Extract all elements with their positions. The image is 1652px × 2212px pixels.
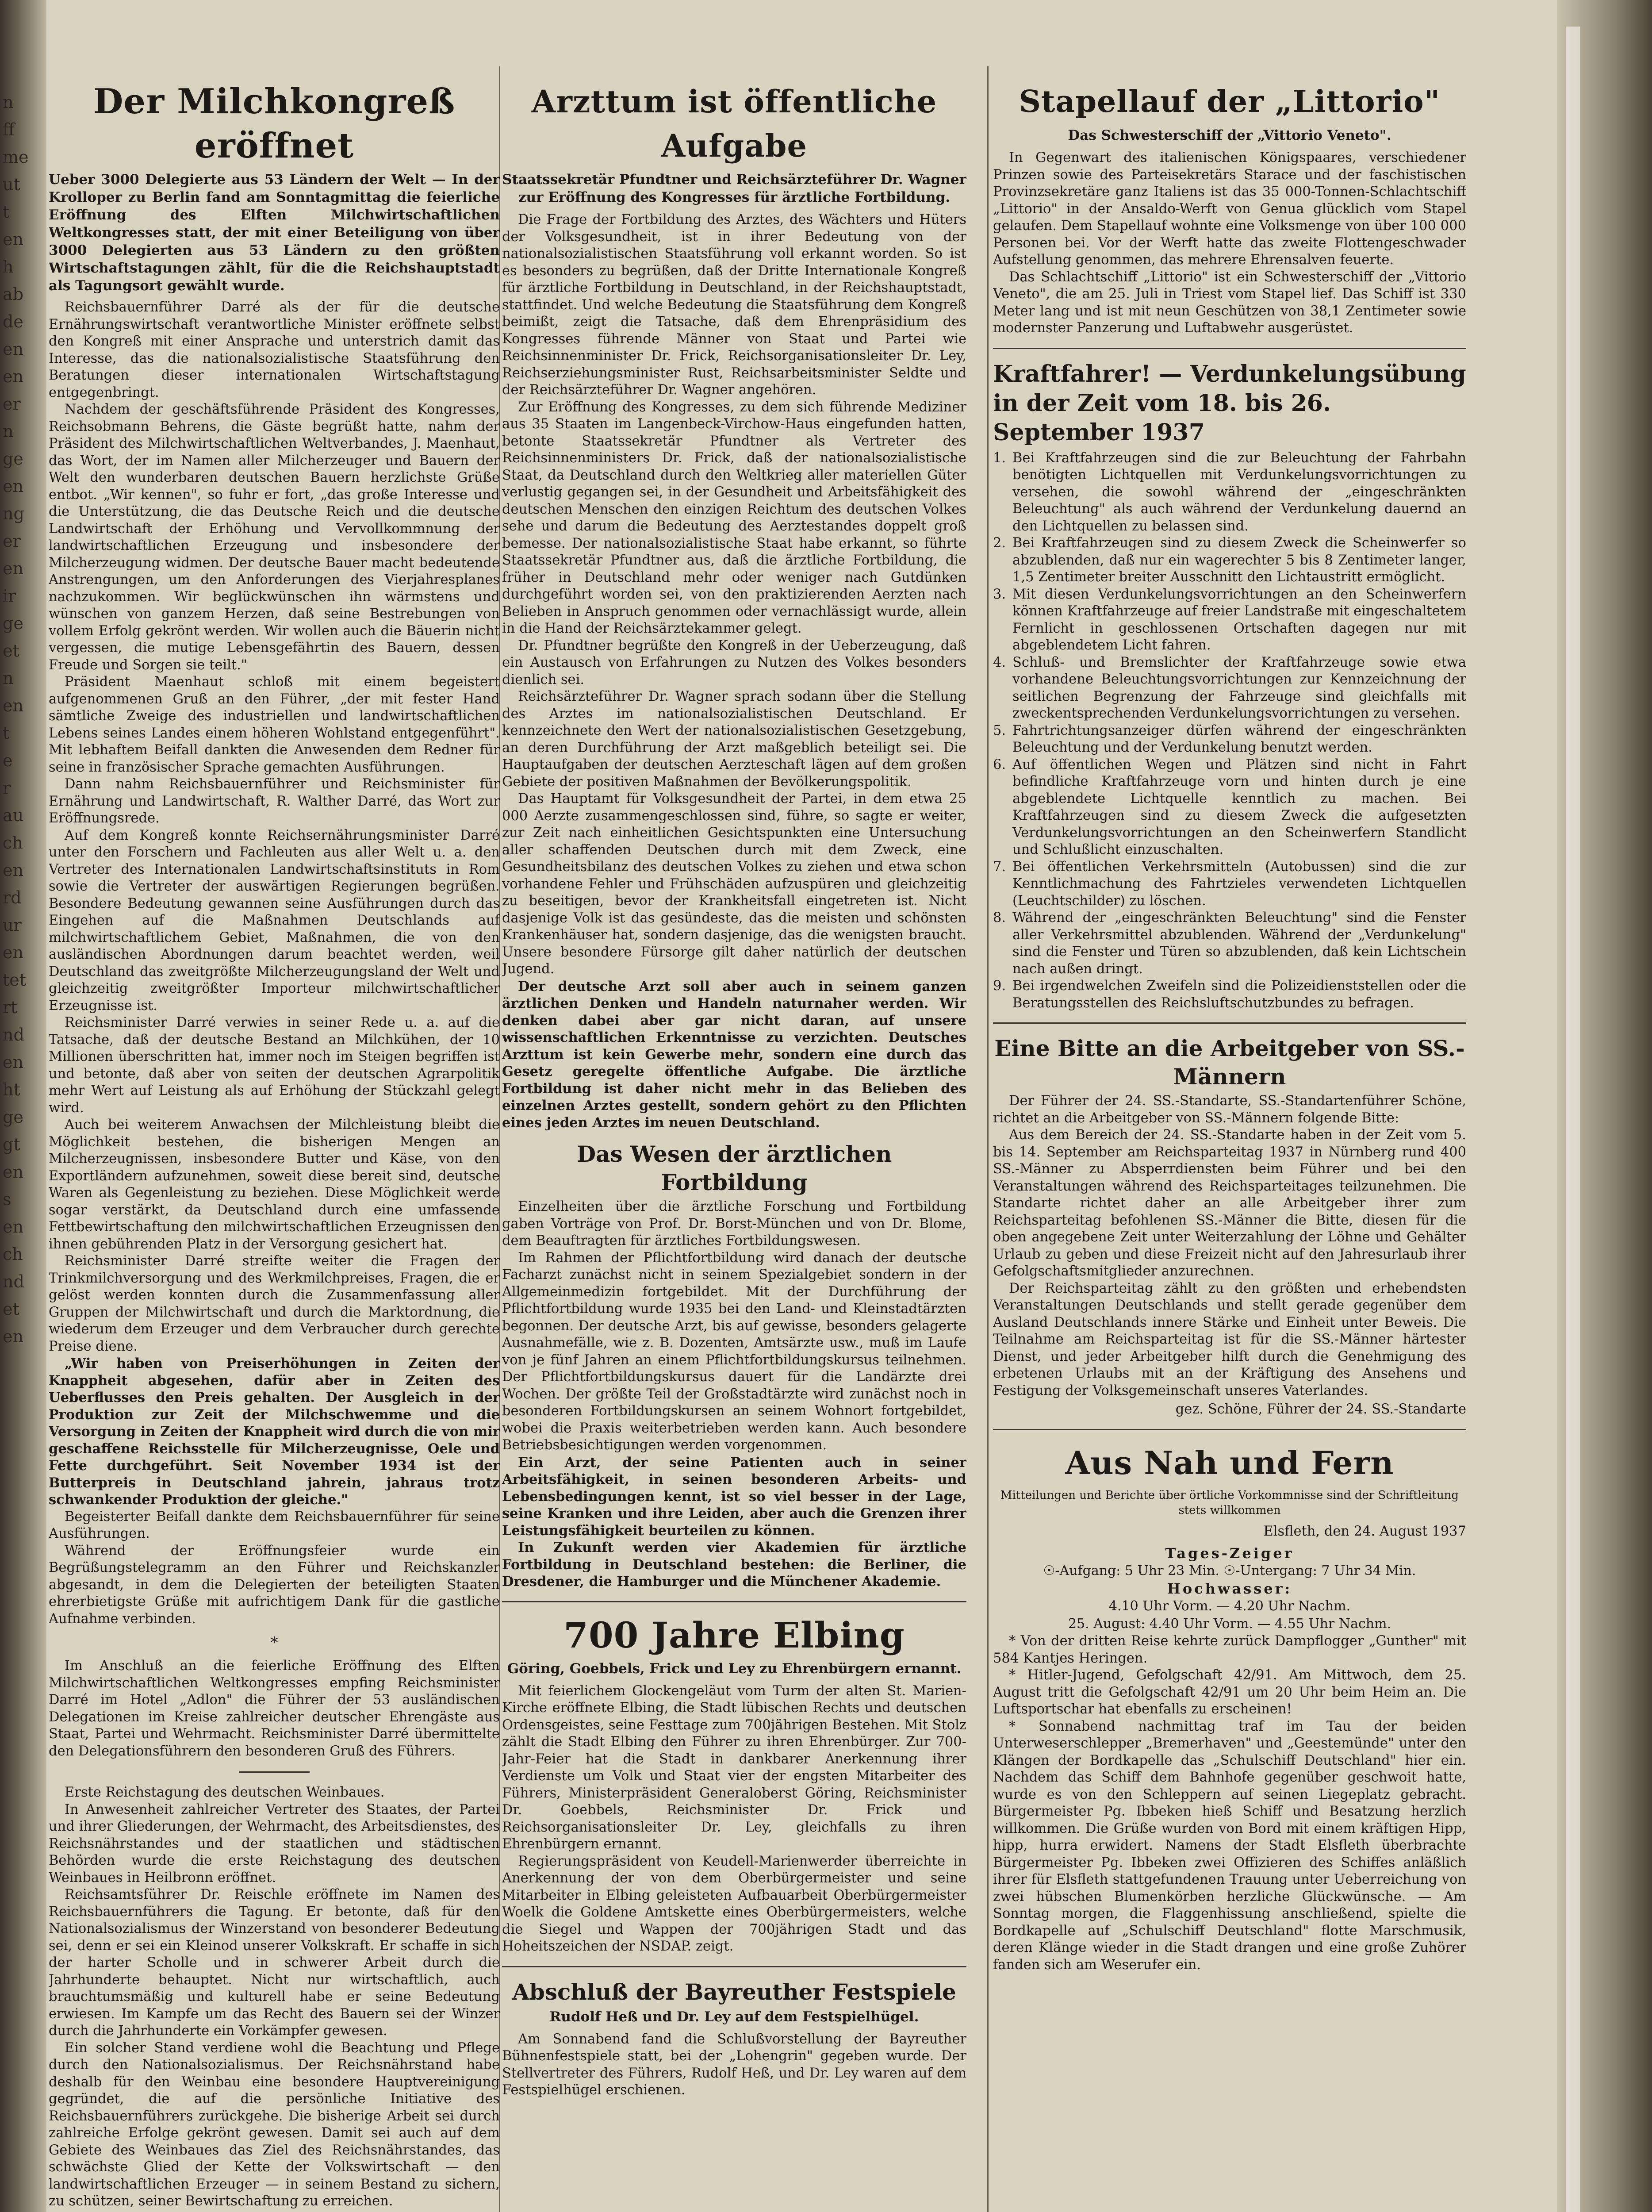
- page-edge-strip: [1566, 27, 1580, 2212]
- article-paragraph: * Sonnabend nachmittag traf im Tau der beiden Unterweserschlepper „Bremerhaven" und „Geestemünde" unter den Klängen der Bordkapelle das „Schulschiff Deutschland" hier ein. Nachdem das Schiff dem Bahnhofe gegenüber geschwoit hatte, wurde es von den Schleppern auf seinen Liegeplatz gebracht. Bürgermeister Pg. Ibbeken hieß Schiff und Besatzung herzlich willkommen. Die Grüße wurden von Bord mit einem kräftigen Hipp, hipp, hurra erwidert. Namens der Stadt Elsfleth überbrachte Bürgermeister Pg. Ibbeken zwei Offizieren des Schiffes anläßlich ihrer für Elsfleth stattgefundenen Trauung unter Ueberreichung von zwei hübschen Blumenkörben herzliche Glückwünsche. — Am Sonntag morgen, die Flaggenhissung anschließend, spielte die Bordkapelle auf „Schulschiff Deutschland" flotte Marschmusik, deren Klänge wieder in die Stadt drangen und eine große Zuhörer fanden sich am Weserufer ein.: [993, 1718, 1466, 1973]
- edge-fragment: er: [3, 531, 21, 551]
- article-paragraph: Dr. Pfundtner begrüßte den Kongreß in der Ueberzeugung, daß ein Austausch von Erfahrungen zu Nutzen des Volkes besonders dienlich sei.: [502, 637, 966, 687]
- article-paragraph: Reichsminister Darré streifte weiter die Fragen der Trinkmilchversorgung und des Werkmilchpreises, Fragen, die er gelöst werden konnten durch die Zusammenfassung aller Gruppen der Milchwirtschaft und durch die Marktordnung, die wiederum dem Erzeuger und dem Verbraucher durch gerechte Preise diene.: [49, 1253, 500, 1354]
- notice-item-text: Schluß- und Bremslichter der Kraftfahrzeuge sowie etwa vorhandene Beleuchtungsvorrichtungen zur Kennzeichnung der seitlichen Begrenzung der Fahrzeuge sind gleichfalls mit zweckentsprechenden Verdunkelungsvorrichtungen zu versehen.: [1012, 654, 1466, 721]
- edge-fragment: gt: [3, 1135, 20, 1154]
- notice-item-number: 4.: [993, 654, 1006, 670]
- edge-fragment: en: [3, 1327, 23, 1346]
- article-paragraph: Regierungspräsident von Keudell-Marienwerder überreichte in Anerkennung der von dem Oberbürgermeister und seine Mitarbeiter in Elbing geleisteten Aufbauarbeit Oberbürgermeister Woelk die Goldene Amtskette eines Oberbürgermeisters, welche die Siegel und Wappen der 700jährigen Stadt und das Hoheitszeichen der NSDAP. zeigt.: [502, 1853, 966, 1954]
- edge-fragment: en: [3, 367, 23, 386]
- edge-fragment: me: [3, 147, 29, 167]
- article-headline: Arzttum ist öffentliche Aufgabe: [531, 83, 937, 164]
- article-paragraph: Nachdem der geschäftsführende Präsident des Kongresses, Reichsobmann Behrens, die Gäste begrüßt hatte, nahm der Präsident des Milchwirtschaftlichen Weltverbandes, J. Maenhaut, das Wort, der im Namen aller Milcherzeuger und Bauern der Welt den wunderbaren deutschen Bauern herzlichste Grüße entbot. „Wir kennen", so fuhr er fort, „das große Interesse und die Unterstützung, die das Deutsche Reich und die deutsche Landwirtschaft der Erhöhung und Vervollkommnung der landwirtschaftlichen Erzeugung und insbesondere der Milcherzeugung widmen. Der deutsche Bauer macht bedeutende Anstrengungen, um den Anforderungen des Vierjahresplanes nachzukommen. Wir beglückwünschen ihn wärmstens und wünschen von ganzem Herzen, daß seine Bestrebungen von vollem Erfolg gekrönt werden. Wir wollen auch die Bäuerin nicht vergessen, die mutige Lebensgefährtin des Bauern, dessen Freude und Sorgen sie teilt.": [49, 402, 500, 673]
- edge-fragment: t: [3, 723, 10, 743]
- notice-item: [993, 910, 1466, 978]
- article-paragraph: In Gegenwart des italienischen Königspaares, verschiedener Prinzen sowie des Parteisekretärs Starace und der faschistischen Provinzsekretäre ganz Italiens ist das 35 000-Tonnen-Schlachtschiff „Littorio" in der Ansaldo-Werft von Genua glücklich vom Stapel gelaufen. Dem Stapellauf wohnte eine Volksmenge von über 100 000 Personen bei. Vor der Werft hatte das zweite Flottengeschwader Aufstellung genommen, das mehrere Ehrensalven feuerte.: [993, 150, 1466, 268]
- article-subheadline: Das Schwesterschiff der „Vittorio Veneto".: [1068, 127, 1391, 143]
- notice-item-number: 6.: [993, 757, 1006, 772]
- article-paragraph: Während der Eröffnungsfeier wurde ein Begrüßungstelegramm an den Führer und Reichskanzler abgesandt, in dem die Delegierten der beteiligten Staaten ehrerbietigste Grüße mit aufrichtigem Dank für die gastliche Aufnahme verbinden.: [49, 1543, 500, 1627]
- edge-fragment: h: [3, 257, 14, 276]
- article-paragraph: Im Rahmen der Pflichtfortbildung wird danach der deutsche Facharzt zunächst nicht in seinem Spezialgebiet sondern in der Allgemeinmedizin fortgebildet. Mit der Durchführung der Pflichtfortbildung wurde 1935 bei den Land- und Kleinstadtärzten begonnen. Der deutsche Arzt, bis auf gewisse, besonders gelagerte Ausnahmefälle, wie z. B. Dozenten, Amtsärzte usw., muß im Laufe von je fünf Jahren an einem Pflichtfortbildungskursus teilnehmen. Der Pflichtfortbildungskursus dauert für die Landärzte drei Wochen. Der größte Teil der Großstadtärzte wird zunächst noch in besonderen Fortbildungskursen an seinem Wohnort fortgebildet, wobei die Praxis weiterbetrieben werden kann. Auch besondere Betriebsbesichtigungen werden vorgenommen.: [502, 1250, 966, 1453]
- edge-fragment: en: [3, 476, 23, 496]
- edge-fragment: nd: [3, 1025, 24, 1045]
- edge-fragment: n: [3, 92, 14, 112]
- local-news-subline: Mitteilungen und Berichte über örtliche Vorkommnisse sind der Schriftleitung stets willkommen: [1000, 1488, 1459, 1517]
- edge-fragment: ut: [3, 175, 20, 194]
- article-paragraph: Das Hauptamt für Volksgesundheit der Partei, in dem etwa 25 000 Aerzte zusammengeschlossen sind, führe, so sagte er weiter, zur Zeit nach einheitlichen Gesichtspunkten eine Untersuchung aller schaffenden Deutschen durch mit dem Zweck, eine Gesundheitsbilanz des deutschen Volkes zu ziehen und etwa schon vorhandene Fehler und Frühschäden aufzuspüren und gleichzeitig zu beseitigen, bevor der Krankheitsfall eingetreten ist. Nicht dasjenige Volk ist das gesündeste, das die meisten und schönsten Krankenhäuser hat, sondern dasjenige, das die wenigsten braucht. Unsere besondere Fürsorge gilt daher natürlich der deutschen Jugend.: [502, 791, 966, 977]
- tageszeiger-title: Tages-Zeiger: [1165, 1545, 1294, 1562]
- article-paragraph: In Anwesenheit zahlreicher Vertreter des Staates, der Partei und ihrer Gliederungen, der Wehrmacht, des Arbeitsdienstes, des Reichsnährstandes und der staatlichen und städtischen Behörden wurde die erste Reichstagung des deutschen Weinbaues in Heilbronn eröffnet.: [49, 1801, 500, 1886]
- edge-fragment: en: [3, 1052, 23, 1072]
- article-paragraph: * Von der dritten Reise kehrte zurück Dampflogger „Gunther" mit 584 Kantjes Heringen.: [993, 1633, 1466, 1666]
- edge-fragment: en: [3, 339, 23, 359]
- article-paragraph: Zur Eröffnung des Kongresses, zu dem sich führende Mediziner aus 35 Staaten im Langenbeck-Virchow-Haus eingefunden hatten, betonte Staatssekretär Pfundtner als Vertreter des Reichsinnenministers Dr. Frick, daß der nationalsozialistische Staat, da Deutschland durch den Weltkrieg aller materiellen Güter verlustig gegangen sei, in der Gesundheit und Arbeitsfähigkeit des deutschen Menschen den einzigen Reichtum des deutschen Volkes sehe und darum die Bedeutung des Aerztestandes doppelt groß bemesse. Der nationalsozialistische Staat habe erkannt, so führte Staatssekretär Pfundtner aus, daß die ärztliche Fortbildung, die früher in Deutschland mehr oder weniger nach Gutdünken durchgeführt worden sei, von den praktizierenden Aerzten nach Belieben in Anspruch genommen oder vernachlässigt wurde, allein in die Hand der Reichsärztekammer gelegt.: [502, 399, 966, 636]
- article-paragraph: Die Frage der Fortbildung des Arztes, des Wächters und Hüters der Volksgesundheit, ist in ihrer Bedeutung von der nationalsozialistischen Staatsführung voll erkannt worden. So ist es besonders zu begrüßen, daß der Dritte Internationale Kongreß für ärztliche Fortbildung in Deutschland, in der Reichshauptstadt, stattfindet. Und welche Bedeutung die Staatsführung dem Kongreß beimißt, zeigt die Tatsache, daß dem Ehrenpräsidium des Kongresses führende Männer von Staat und Partei wie Reichsinnenminister Dr. Frick, Reichsorganisationsleiter Dr. Ley, Reichserziehungsminister Rust, Reichsarbeitsminister Seldte und der Reichsärzteführer Dr. Wagner angehören.: [502, 212, 966, 398]
- sub-article-heading: Erste Reichstagung des deutschen Weinbaues.: [65, 1785, 385, 1800]
- edge-fragment: tet: [3, 970, 27, 990]
- article-paragraph: Präsident Maenhaut schloß mit einem begeistert aufgenommenen Gruß an den Führer, „der mit fester Hand sämtliche Zweige des industriellen und landwirtschaftlichen Lebens seines Landes einem höheren Wohlstand entgegenführt". Mit lebhaftem Beifall dankten die Anwesenden dem Redner für seine in französischer Sprache gemachten Ausführungen.: [49, 674, 500, 775]
- article-paragraph: Einzelheiten über die ärztliche Forschung und Fortbildung gaben Vorträge von Prof. Dr. Borst-München und von Dr. Blome, dem Beauftragten für ärztliches Fortbildungswesen.: [502, 1199, 966, 1248]
- notice-item-text: Fahrtrichtungsanzeiger dürfen während der eingeschränkten Beleuchtung und der Verdunkelung benutzt werden.: [1012, 722, 1466, 755]
- edge-fragment: ff: [3, 120, 15, 139]
- previous-page-fragments: [3, 88, 42, 2212]
- notice-item: [993, 535, 1466, 586]
- edge-fragment: s: [3, 1190, 11, 1209]
- article-paragraph: Am Sonnabend fand die Schlußvorstellung der Bayreuther Bühnenfestspiele statt, bei der „Lohengrin" gegeben wurde. Der Stellvertreter des Führers, Rudolf Heß, und Dr. Ley waren auf dem Festspielhügel erschienen.: [502, 2031, 966, 2098]
- local-news-headline: Aus Nah und Fern: [1065, 1444, 1394, 1482]
- notice-item-number: 3.: [993, 586, 1006, 602]
- column-2: [502, 71, 966, 2212]
- emphasis-paragraph: Der deutsche Arzt soll aber auch in seinem ganzen ärztlichen Denken und Handeln naturnaher werden. Wir denken dabei aber gar nicht daran, auf unsere wissenschaftlichen Erkenntnisse zu verzichten. Deutsches Arzttum ist kein Gewerbe mehr, sondern eine durch das Gesetz geregelte öffentliche Aufgabe. Die ärztliche Fortbildung ist daher nicht mehr in das Belieben des einzelnen Arztes gestellt, sondern gehört zu den Pflichten eines jeden Arztes im neuen Deutschland.: [502, 978, 966, 1131]
- article-headline: Stapellauf der „Littorio": [1019, 84, 1441, 119]
- article-paragraph: In Zukunft werden vier Akademien für ärztliche Fortbildung in Deutschland bestehen: die Berliner, die Dresdener, die Hamburger und die Münchener Akademie.: [502, 1540, 966, 1590]
- article-paragraph: Begeisterter Beifall dankte dem Reichsbauernführer für seine Ausführungen.: [49, 1509, 500, 1541]
- edge-fragment: en: [3, 559, 23, 578]
- notice-item-text: Während der „eingeschränkten Beleuchtung" sind die Fenster aller Verkehrsmittel abzublenden. Während der „Verdunkelung" sind die Fenster und Türen so abzublenden, daß kein Lichtschein nach außen dringt.: [1012, 910, 1466, 977]
- edge-fragment: r: [3, 778, 11, 798]
- notice-item-number: 8.: [993, 910, 1006, 926]
- edge-fragment: ht: [3, 1080, 20, 1099]
- article-paragraph: Reichsamtsführer Dr. Reischle eröffnete im Namen des Reichsbauernführers die Tagung. Er betonte, daß für den Nationalsozialismus der Winzerstand von besonderer Bedeutung sei, denn er sei ein Kleinod unserer Volkskraft. Er schaffe in sich der harter Scholle und in schwerer Arbeit durch die Jahrhunderte behauptet. Nicht nur wirtschaftlich, auch brauchtumsmäßig und kulturell habe er seine Bedeutung erwiesen. Im Kampfe um das Recht des Bauern sei der Winzer durch die Jahrhunderte ein Vorkämpfer gewesen.: [49, 1887, 500, 2039]
- hochwasser-title: Hochwasser:: [1167, 1580, 1292, 1597]
- article-paragraph: Der Reichsparteitag zählt zu den größten und erhebendsten Veranstaltungen Deutschlands und stellt gerade gegenüber dem Ausland Deutschlands innere Stärke und Einheit unter Beweis. Die Teilnahme am Reichsparteitag ist für die SS.-Männer härtester Dienst, und jeder Arbeitgeber hilft durch die Genehmigung des erbetenen Urlaubs mit an der Kräftigung des Ansehens und Festigung der Volksgemeinschaft unseres Vaterlandes.: [993, 1280, 1466, 1398]
- article-body: [502, 1683, 966, 1955]
- edge-fragment: en: [3, 230, 23, 249]
- edge-fragment: nd: [3, 1272, 24, 1291]
- notice-item-text: Bei irgendwelchen Zweifeln sind die Polizeidienststellen oder die Beratungsstellen des Reichsluftschutzbundes zu befragen.: [1012, 978, 1466, 1011]
- article-subheadline: Staatssekretär Pfundtner und Reichsärzteführer Dr. Wagner zur Eröffnung des Kongresses für ärztliche Fortbildung.: [502, 172, 966, 205]
- article-body: [49, 299, 500, 1355]
- article-headline: Der Milchkongreß eröffnet: [93, 81, 456, 166]
- article-body: [49, 1801, 500, 2210]
- separator-star: *: [270, 1634, 278, 1651]
- article-paragraph: Reichsärzteführer Dr. Wagner sprach sodann über die Stellung des Arztes im nationalsozialistischen Deutschland. Er kennzeichnete den Wert der nationalsozialistischen Gesetzgebung, an deren Durchführung der Arzt maßgeblich beteiligt sei. Die Hauptaufgaben der deutschen Aerzteschaft lägen auf dem großen Gebiete der positiven Maßnahmen der Bevölkerungspolitik.: [502, 689, 966, 790]
- article-body: [993, 1093, 1466, 1399]
- edge-fragment: en: [3, 943, 23, 962]
- appeal-headline: Eine Bitte an die Arbeitgeber von SS.-Männern: [994, 1035, 1465, 1090]
- article-paragraph: Das Schlachtschiff „Littorio" ist ein Schwesterschiff der „Vittorio Veneto", die am 25. Juli in Triest vom Stapel lief. Das Schiff ist 330 Meter lang und ist mit neun Geschützen von 38,1 Zentimeter sowie modernster Panzerung und Luftabwehr ausgerüstet.: [993, 269, 1466, 336]
- notice-item: [993, 978, 1466, 1012]
- notice-headline: Kraftfahrer! — Verdunkelungsübung in der Zeit vom 18. bis 26. September 1937: [993, 360, 1466, 446]
- notice-item-number: 5.: [993, 722, 1006, 738]
- edge-fragment: de: [3, 312, 23, 331]
- article-paragraph: Ein solcher Stand verdiene wohl die Beachtung und Pflege durch den Nationalsozialismus. Der Reichsnährstand habe deshalb für den Weinbau eine besondere Hauptvereinigung gegründet, die auf die persönliche Initiative des Reichsbauernführers zurückgehe. Die bisherige Arbeit sei durch zahlreiche Erfolge gekrönt gewesen. Damit sei auch auf dem Gebiete des Weinbaues das Ziel des Reichsnährstandes, das schwächste Glied der Kette der Volkswirtschaft — den landwirtschaftlichen Erzeuger — in seinem Bestand zu sichern, zu schützen, seiner Bewirtschaftung zu erreichen.: [49, 2040, 500, 2209]
- edge-fragment: ur: [3, 915, 22, 935]
- article-body: [502, 1198, 966, 1454]
- article-paragraph: Dann nahm Reichsbauernführer und Reichsminister für Ernährung und Landwirtschaft, R. Walther Darré, das Wort zur Eröffnungsrede.: [49, 776, 500, 826]
- article-paragraph: Der Führer der 24. SS.-Standarte, SS.-Standartenführer Schöne, richtet an die Arbeitgeber von SS.-Männern folgende Bitte:: [993, 1093, 1466, 1126]
- edge-fragment: et: [3, 1299, 19, 1319]
- article-paragraph: Mit feierlichem Glockengeläut vom Turm der alten St. Marien-Kirche eröffnete Elbing, die Stadt lübischen Rechts und deutschen Ordensgeistes, seine Festtage zum 700jährigen Bestehen. Mit Stolz zählt die Stadt Elbing den Führer zu ihren Ehrenbürger. Zur 700-Jahr-Feier hat die Stadt in dankbarer Anerkennung ihrer Verdienste um Volk und Staat vier der engsten Mitarbeiter des Führers, Ministerpräsident Generaloberst Göring, Reichsminister Dr. Goebbels, Reichsminister Dr. Frick und Reichsorganisationsleiter Dr. Ley, gleichfalls zu ihren Ehrenbürgern ernannt.: [502, 1683, 966, 1852]
- hochwasser-line: 4.10 Uhr Vorm. — 4.20 Uhr Nachm.: [1108, 1598, 1351, 1614]
- article-body: [49, 1509, 500, 1628]
- hochwasser-times: [993, 1598, 1466, 1633]
- local-news-body: [993, 1633, 1466, 1974]
- edge-fragment: en: [3, 860, 23, 880]
- section-divider: [993, 348, 1466, 349]
- separator-rule: [239, 1771, 310, 1773]
- signature-line: gez. Schöne, Führer der 24. SS.-Standarte: [1175, 1402, 1466, 1417]
- quote-paragraph: „Wir haben von Preiserhöhungen in Zeiten der Knappheit abgesehen, dafür aber in Zeiten des Ueberflusses den Preis gehalten. Der Ausgleich in der Produktion zur Zeit der Milchschwemme und die Versorgung in Zeiten der Knappheit wird durch die von mir geschaffene Reichsstelle für Milcherzeugnisse, Oele und Fette durchgeführt. Seit November 1934 ist der Butterpreis in Deutschland jahrein, jahraus trotz schwankender Produktion der gleiche.": [49, 1356, 500, 1508]
- section-headline: 700 Jahre Elbing: [563, 1614, 905, 1656]
- emphasis-paragraph: Ein Arzt, der seine Patienten auch in seiner Arbeitsfähigkeit, in seinen besonderen Arbeits- und Lebensbedingungen kennt, ist so viel besser in der Lage, seine Kranken und ihre Leiden, aber auch die Grenzen ihrer Leistungsfähigkeit beurteilen zu können.: [502, 1454, 966, 1539]
- dateline: Elsfleth, den 24. August 1937: [1263, 1523, 1466, 1539]
- notice-item-text: Mit diesen Verdunkelungsvorrichtungen an den Scheinwerfern können Kraftfahrzeuge auf freier Landstraße mit eingeschaltetem Fernlicht in geschlossenen Ortschaften dagegen nur mit abgeblendetem Licht fahren.: [1012, 586, 1466, 653]
- article-body: [49, 1658, 500, 1760]
- previous-page-edge: [0, 0, 46, 2212]
- notice-item: [993, 859, 1466, 910]
- article-body: [993, 150, 1466, 337]
- section-headline: Das Wesen der ärztlichen Fortbildung: [576, 1141, 892, 1195]
- edge-fragment: ge: [3, 614, 23, 633]
- edge-fragment: rd: [3, 888, 22, 907]
- notice-item-number: 1.: [993, 450, 1006, 466]
- article-lead: Ueber 3000 Delegierte aus 53 Ländern der Welt — In der Krolloper zu Berlin fand am Sonntagmittag die feierliche Eröffnung des Elften Milchwirtschaftlichen Weltkongresses statt, der mit einer Beteiligung von über 3000 Delegierten aus 53 Ländern zu den größten Wirtschaftstagungen zählt, für die die Reichshauptstadt als Tagungsort gewählt wurde.: [49, 172, 500, 294]
- notice-item: [993, 757, 1466, 859]
- notice-item-text: Bei Kraftfahrzeugen sind die zur Beleuchtung der Fahrbahn benötigten Lichtquellen mit Verdunkelungsvorrichtungen zu versehen, die sowohl während der „eingeschränkten Beleuchtung" als auch während der Verdunkelung dauernd an den Lichtquellen zu belassen sind.: [1012, 450, 1466, 534]
- edge-fragment: ir: [3, 586, 16, 606]
- edge-fragment: e: [3, 751, 13, 770]
- edge-fragment: t: [3, 202, 10, 222]
- edge-fragment: er: [3, 394, 21, 414]
- edge-fragment: ng: [3, 504, 24, 523]
- edge-fragment: en: [3, 1217, 23, 1237]
- article-paragraph: Reichsminister Darré verwies in seiner Rede u. a. auf die Tatsache, daß der deutsche Bestand an Milchkühen, der 10 Millionen überschritten hat, immer noch im Steigen begriffen ist und betonte, daß aber von seiten der deutschen Agrarpolitik mehr Wert auf Leistung als auf Erhöhung der Stückzahl gelegt wird.: [49, 1015, 500, 1116]
- edge-fragment: ch: [3, 1244, 23, 1264]
- article-paragraph: Im Anschluß an die feierliche Eröffnung des Elften Milchwirtschaftlichen Weltkongresses empfing Reichsminister Darré im Hotel „Adlon" die Führer der 53 ausländischen Delegationen im Kreise zahlreicher deutscher Ehrengäste aus Staat, Partei und Wehrmacht. Reichsminister Darré übermittelte den Delegationsführern den besonderen Gruß des Führers.: [49, 1658, 500, 1759]
- hochwasser-line: 25. August: 4.40 Uhr Vorm. — 4.55 Uhr Nachm.: [1068, 1616, 1391, 1632]
- column-1: [49, 71, 500, 2212]
- column-3: [993, 71, 1466, 2212]
- notice-item: [993, 586, 1466, 654]
- edge-fragment: ge: [3, 449, 23, 469]
- sun-times: ☉-Aufgang: 5 Uhr 23 Min. ☉-Untergang: 7 Uhr 34 Min.: [1043, 1563, 1416, 1578]
- edge-fragment: n: [3, 422, 14, 441]
- column-rule: [987, 66, 989, 2212]
- section-subheadline: Göring, Goebbels, Frick und Ley zu Ehrenbürgern ernannt.: [507, 1660, 962, 1677]
- edge-fragment: n: [3, 668, 14, 688]
- edge-fragment: ge: [3, 1107, 23, 1127]
- notice-item: [993, 722, 1466, 757]
- notice-item-number: 9.: [993, 978, 1006, 994]
- notice-item: [993, 654, 1466, 722]
- article-paragraph: Auch bei weiterem Anwachsen der Milchleistung bleibt die Möglichkeit bestehen, die bisherigen Mengen an Milcherzeugnissen, insbesondere Butter und Käse, von den Exportländern aufzunehmen, soweit diese bereit sind, deutsche Waren als Gegenleistung zu beziehen. Diese Möglichkeit werde sogar verstärkt, da Deutschland durch eine umfassende Fettbewirtschaftung den milchwirtschaftlichen Erzeugnissen den ihnen gebührenden Platz in der Versorgung gesichert hat.: [49, 1117, 500, 1252]
- article-body: [502, 2031, 966, 2099]
- section-divider: [993, 1022, 1466, 1024]
- article-paragraph: Auf dem Kongreß konnte Reichsernährungsminister Darré unter den Forschern und Fachleuten aus aller Welt u. a. den Vertreter des Internationalen Landwirtschaftsinstituts in Rom sowie die Vertreter der auswärtigen Regierungen begrüßen. Besondere Bedeutung gewannen seine Ausführungen durch das Eingehen auf die Maßnahmen Deutschlands auf milchwirtschaftlichem Gebiet, Maßnahmen, die von den ausländischen Abordnungen darum beachtet werden, weil Deutschland das zweitgrößte Milcherzeugungsland der Welt und gleichzeitig zweitgrößter Importeur milchwirtschaftlicher Erzeugnisse ist.: [49, 827, 500, 1014]
- notice-item-text: Auf öffentlichen Wegen und Plätzen sind nicht in Fahrt befindliche Kraftfahrzeuge vorn und hinten durch je eine abgeblendete Lichtquelle kenntlich zu machen. Bei Kraftfahrzeugen sind zu diesem Zweck die aufgesetzten Verdunkelungsvorrichtungen an den Scheinwerfern Standlicht und Schlußlicht einzuschalten.: [1012, 757, 1466, 857]
- notice-list: [993, 450, 1466, 1012]
- notice-item: [993, 450, 1466, 535]
- edge-fragment: en: [3, 696, 23, 715]
- section-divider: [993, 1429, 1466, 1430]
- notice-item-number: 2.: [993, 535, 1006, 551]
- section-subheadline: Rudolf Heß und Dr. Ley auf dem Festspielhügel.: [549, 2008, 919, 2025]
- article-paragraph: Reichsbauernführer Darré als der für die deutsche Ernährungswirtschaft verantwortliche Minister eröffnete selbst den Kongreß mit einer Ansprache und unterstrich damit das Interesse, das die nationalsozialistische Staatsführung den Beratungen dieser internationalen Wirtschaftstagung entgegenbringt.: [49, 300, 500, 400]
- notice-item-text: Bei Kraftfahrzeugen sind zu diesem Zweck die Scheinwerfer so abzublenden, daß nur ein wagerechter 5 bis 8 Zentimeter langer, 1,5 Zentimeter breiter Ausschnitt den Lichtaustritt ermöglicht.: [1012, 535, 1466, 585]
- notice-item-number: 7.: [993, 859, 1006, 875]
- article-body: [502, 211, 966, 978]
- edge-fragment: en: [3, 1162, 23, 1182]
- section-headline: Abschluß der Bayreuther Festspiele: [512, 1978, 956, 2005]
- section-divider: [502, 1966, 966, 1967]
- edge-fragment: ch: [3, 833, 23, 853]
- edge-fragment: rt: [3, 998, 18, 1017]
- edge-fragment: ab: [3, 284, 23, 304]
- article-paragraph: Aus dem Bereich der 24. SS.-Standarte haben in der Zeit vom 5. bis 14. September am Reichsparteitag 1937 in Nürnberg rund 400 SS.-Männer zu Absperrdiensten beim Führer und bei den Veranstaltungen während des Reichsparteitages teilzunehmen. Die Standarte richtet daher an alle Arbeitgeber ihrer zum Reichsparteitag befohlenen SS.-Männer die Bitte, diesen für die oben angegebene Zeit unter Weiterzahlung der Löhne und Gehälter Urlaub zu geben und diese Freizeit nicht auf den Jahresurlaub ihrer Gefolgschaftsmitglieder anzurechnen.: [993, 1127, 1466, 1279]
- notice-item-text: Bei öffentlichen Verkehrsmitteln (Autobussen) sind die zur Kenntlichmachung des Fahrtzieles verwendeten Lichtquellen (Leuchtschilder) zu löschen.: [1012, 859, 1466, 909]
- edge-fragment: et: [3, 641, 19, 661]
- article-paragraph: * Hitler-Jugend, Gefolgschaft 42/91. Am Mittwoch, dem 25. August tritt die Gefolgschaft 42/91 um 20 Uhr beim Heim an. Die Luftsportschar hat ebenfalls zu erscheinen!: [993, 1667, 1466, 1717]
- section-divider: [502, 1601, 966, 1602]
- edge-fragment: au: [3, 806, 24, 825]
